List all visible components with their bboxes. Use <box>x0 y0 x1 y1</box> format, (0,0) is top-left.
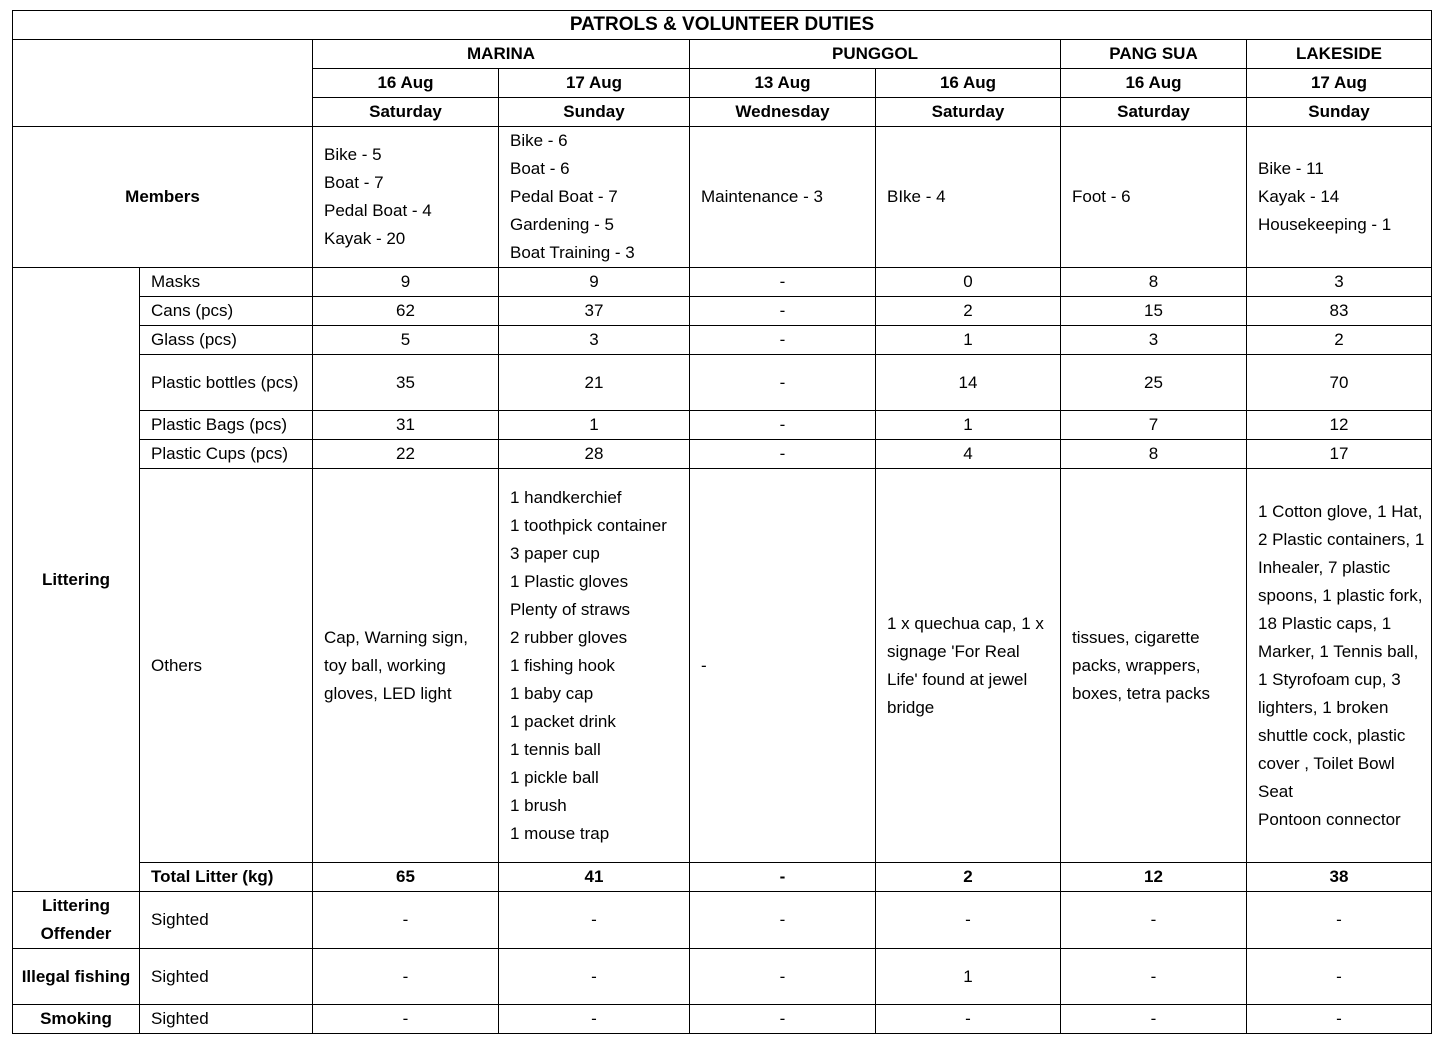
litter-item-label: Plastic Bags (pcs) <box>140 411 313 440</box>
patrol-table <box>12 10 1432 1034</box>
day-cell: Saturday <box>876 98 1061 127</box>
total-value: 38 <box>1247 863 1432 892</box>
total-value: 41 <box>499 863 690 892</box>
litter-count: 83 <box>1247 297 1432 326</box>
members-label: Members <box>13 127 313 268</box>
litter-count: 3 <box>1247 268 1432 297</box>
member-entry: Foot - 6 <box>1072 187 1131 206</box>
litter-item-label: Masks <box>140 268 313 297</box>
others-entry: 1 baby cap <box>510 683 594 703</box>
others-entry: Plenty of straws <box>510 599 630 619</box>
litter-count: 31 <box>313 411 499 440</box>
litter-count: - <box>690 440 876 469</box>
litter-row <box>13 440 1432 469</box>
offence-value: 1 <box>876 949 1061 1005</box>
members-cell <box>1247 127 1432 268</box>
litter-row <box>13 355 1432 411</box>
litter-count: 9 <box>313 268 499 297</box>
litter-count: 8 <box>1061 268 1247 297</box>
offence-row <box>13 949 1432 1005</box>
offence-value: - <box>313 949 499 1005</box>
offence-sub: Sighted <box>140 1005 313 1034</box>
litter-row <box>13 326 1432 355</box>
location-header: MARINA <box>313 40 690 69</box>
litter-count: 0 <box>876 268 1061 297</box>
litter-count: - <box>690 411 876 440</box>
total-label: Total Litter (kg) <box>140 863 313 892</box>
others-label: Others <box>140 469 313 863</box>
litter-count: 7 <box>1061 411 1247 440</box>
day-cell: Saturday <box>1061 98 1247 127</box>
litter-count: 2 <box>876 297 1061 326</box>
litter-count: 28 <box>499 440 690 469</box>
litter-count: 14 <box>876 355 1061 411</box>
day-cell: Sunday <box>499 98 690 127</box>
member-entry: Bike - 6 <box>510 131 568 150</box>
litter-count: 1 <box>876 326 1061 355</box>
member-entry: Bike - 11 <box>1258 159 1324 178</box>
litter-count: 21 <box>499 355 690 411</box>
litter-count: 22 <box>313 440 499 469</box>
litter-count: 25 <box>1061 355 1247 411</box>
others-entry: 1 mouse trap <box>510 823 610 843</box>
litter-count: 3 <box>499 326 690 355</box>
day-cell: Wednesday <box>690 98 876 127</box>
offence-sub: Sighted <box>140 892 313 949</box>
offence-value: - <box>313 1005 499 1034</box>
others-entry: 1 tennis ball <box>510 739 601 759</box>
litter-item-label: Plastic bottles (pcs) <box>140 355 313 411</box>
others-entry: Pontoon connector <box>1258 809 1401 829</box>
offence-value: - <box>1061 1005 1247 1034</box>
litter-count: 5 <box>313 326 499 355</box>
day-cell: Saturday <box>313 98 499 127</box>
offence-value: - <box>1247 1005 1432 1034</box>
others-cell <box>690 469 876 863</box>
member-entry: Maintenance - 3 <box>701 187 823 206</box>
member-entry: Pedal Boat - 4 <box>324 201 432 220</box>
member-entry: Boat - 6 <box>510 159 570 178</box>
others-entry: 1 x quechua cap, 1 x signage 'For Real Life' found at jewel bridge <box>887 613 1044 717</box>
total-value: 65 <box>313 863 499 892</box>
litter-count: 35 <box>313 355 499 411</box>
offence-value: - <box>499 892 690 949</box>
location-header: PUNGGOL <box>690 40 1061 69</box>
litter-count: 15 <box>1061 297 1247 326</box>
litter-row <box>13 268 1432 297</box>
littering-label: Littering <box>13 268 140 892</box>
litter-count: 17 <box>1247 440 1432 469</box>
offence-value: - <box>499 1005 690 1034</box>
total-value: 12 <box>1061 863 1247 892</box>
litter-count: 12 <box>1247 411 1432 440</box>
litter-row <box>13 411 1432 440</box>
offence-value: - <box>690 1005 876 1034</box>
date-cell: 16 Aug <box>313 69 499 98</box>
total-value: 2 <box>876 863 1061 892</box>
litter-count: 4 <box>876 440 1061 469</box>
others-entry: 1 pickle ball <box>510 767 599 787</box>
others-entry: 1 handkerchief <box>510 487 622 507</box>
location-header: LAKESIDE <box>1247 40 1432 69</box>
member-entry: Kayak - 20 <box>324 229 406 248</box>
member-entry: Gardening - 5 <box>510 215 614 234</box>
others-entry: 1 toothpick container <box>510 515 667 535</box>
date-cell: 16 Aug <box>1061 69 1247 98</box>
others-entry: tissues, cigarette packs, wrappers, boxes, tetra packs <box>1072 627 1210 703</box>
offence-value: - <box>1247 892 1432 949</box>
litter-count: 2 <box>1247 326 1432 355</box>
members-cell <box>876 127 1061 268</box>
litter-item-label: Glass (pcs) <box>140 326 313 355</box>
others-cell <box>1061 469 1247 863</box>
offence-label: Littering Offender <box>13 892 140 949</box>
member-entry: Bike - 5 <box>324 145 382 164</box>
litter-row <box>13 297 1432 326</box>
others-entry: 1 Plastic gloves <box>510 571 629 591</box>
litter-count: 1 <box>876 411 1061 440</box>
patrol-report-sheet <box>12 10 1431 1034</box>
members-cell <box>1061 127 1247 268</box>
header-corner <box>13 40 313 127</box>
others-entry: Cap, Warning sign, toy ball, working gloves, LED light <box>324 627 468 703</box>
litter-count: - <box>690 268 876 297</box>
offence-label: Smoking <box>13 1005 140 1034</box>
offence-value: - <box>499 949 690 1005</box>
litter-count: 8 <box>1061 440 1247 469</box>
offence-value: - <box>876 1005 1061 1034</box>
offence-sub: Sighted <box>140 949 313 1005</box>
members-cell <box>313 127 499 268</box>
offence-value: - <box>876 892 1061 949</box>
others-entry: 1 brush <box>510 795 567 815</box>
day-cell: Sunday <box>1247 98 1432 127</box>
members-cell <box>690 127 876 268</box>
others-entry: 2 rubber gloves <box>510 627 628 647</box>
location-header: PANG SUA <box>1061 40 1247 69</box>
offence-value: - <box>690 949 876 1005</box>
offence-value: - <box>1247 949 1432 1005</box>
date-cell: 17 Aug <box>499 69 690 98</box>
litter-count: 3 <box>1061 326 1247 355</box>
title-row <box>13 11 1432 40</box>
others-entry: 1 Cotton glove, 1 Hat, 2 Plastic containers, 1 Inhealer, 7 plastic spoons, 1 plastic fork, 18 Plastic caps, 1 Marker, 1 Tennis ball, 1 Styrofoam cup, 3 lighters, 1 broken shuttle cock, plastic cover , Toilet Bowl Seat <box>1258 501 1425 801</box>
member-entry: Boat Training - 3 <box>510 243 635 262</box>
offence-value: - <box>1061 892 1247 949</box>
others-cell <box>313 469 499 863</box>
member-entry: Boat - 7 <box>324 173 384 192</box>
litter-count: - <box>690 297 876 326</box>
litter-count: 1 <box>499 411 690 440</box>
litter-item-label: Plastic Cups (pcs) <box>140 440 313 469</box>
litter-count: 70 <box>1247 355 1432 411</box>
others-entry: 1 packet drink <box>510 711 616 731</box>
member-entry: BIke - 4 <box>887 187 946 206</box>
location-row <box>13 40 1432 69</box>
members-row <box>13 127 1432 268</box>
offence-label: Illegal fishing <box>13 949 140 1005</box>
report-title: PATROLS & VOLUNTEER DUTIES <box>13 11 1432 40</box>
others-cell <box>1247 469 1432 863</box>
others-entry: 3 paper cup <box>510 543 600 563</box>
date-cell: 13 Aug <box>690 69 876 98</box>
total-value: - <box>690 863 876 892</box>
litter-count: 62 <box>313 297 499 326</box>
litter-count: 37 <box>499 297 690 326</box>
others-row <box>13 469 1432 863</box>
litter-count: 9 <box>499 268 690 297</box>
member-entry: Pedal Boat - 7 <box>510 187 618 206</box>
offence-value: - <box>690 892 876 949</box>
others-cell <box>499 469 690 863</box>
offence-row <box>13 1005 1432 1034</box>
total-row <box>13 863 1432 892</box>
members-cell <box>499 127 690 268</box>
others-entry: - <box>701 655 707 675</box>
offence-row <box>13 892 1432 949</box>
date-cell: 16 Aug <box>876 69 1061 98</box>
litter-count: - <box>690 326 876 355</box>
date-cell: 17 Aug <box>1247 69 1432 98</box>
member-entry: Kayak - 14 <box>1258 187 1340 206</box>
others-cell <box>876 469 1061 863</box>
member-entry: Housekeeping - 1 <box>1258 215 1392 234</box>
litter-count: - <box>690 355 876 411</box>
offence-value: - <box>1061 949 1247 1005</box>
offence-value: - <box>313 892 499 949</box>
litter-item-label: Cans (pcs) <box>140 297 313 326</box>
others-entry: 1 fishing hook <box>510 655 615 675</box>
